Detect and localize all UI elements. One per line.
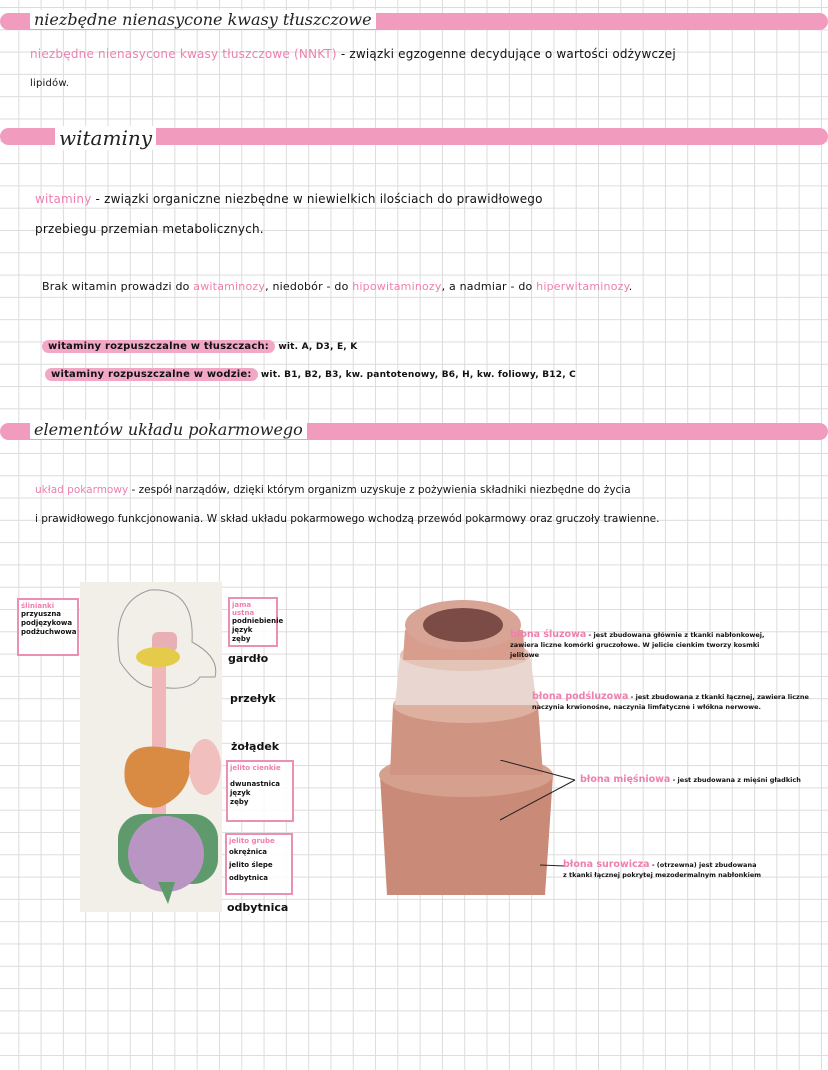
deficiency-line — [42, 280, 632, 293]
box-item: język — [230, 789, 251, 797]
term-hypovitaminosis: hipowitaminozy — [352, 280, 442, 293]
term-hypervitaminosis: hiperwitaminozy — [536, 280, 629, 293]
definition-text: - zespół narządów, dzięki którym organizm uzyskuje z pożywienia składniki niezbędne do życia — [128, 484, 631, 496]
label-przelyk: przełyk — [230, 692, 276, 705]
term: niezbędne nienasycone kwasy tłuszczowe (NNKT) — [30, 47, 337, 61]
box-title: ślinianki — [21, 602, 55, 610]
term-avitaminosis: awitaminozy — [193, 280, 266, 293]
water-soluble-value: wit. B1, B2, B3, kw. pantotenowy, B6, H, kw. foliowy, B12, C — [257, 370, 576, 380]
definition-cont: przebiegu przemian metabolicznych. — [35, 222, 264, 236]
layer-desc: - jest zbudowana z tkanki łącznej, zawiera liczne — [628, 693, 809, 701]
label-zoladek: żołądek — [231, 740, 280, 753]
box-item: zęby — [232, 635, 251, 643]
text: Brak witamin prowadzi do — [42, 280, 194, 293]
jelito-cienkie-box — [226, 760, 294, 822]
layer-desc: jelitowe — [510, 651, 540, 659]
slinianki-box — [17, 598, 79, 656]
definition-text: - związki egzogenne decydujące o wartości odżywczej — [336, 47, 676, 61]
layer-name: błona śluzowa — [510, 629, 587, 640]
layer-desc: - (otrzewna) jest zbudowana — [649, 861, 757, 869]
text: . — [628, 280, 633, 293]
box-title: jelito grube — [229, 837, 275, 845]
fat-soluble-line — [42, 338, 357, 352]
pointer-lines — [500, 760, 590, 870]
box-item: podjęzykowa — [21, 619, 73, 627]
box-item: język — [232, 626, 253, 634]
box-title: jama ustna — [232, 601, 255, 617]
digestive-illustration — [80, 582, 222, 912]
layer-muscularis — [580, 775, 824, 785]
section-heading: elementów układu pokarmowego — [30, 420, 307, 439]
label-odbytnica: odbytnica — [227, 901, 289, 914]
layer-desc: - jest zbudowana głównie z tkanki nabłonkowej, — [586, 631, 765, 639]
text: , niedobór - do — [265, 280, 353, 293]
fat-soluble-value: wit. A, D3, E, K — [274, 342, 358, 352]
definition-cont: i prawidłowego funkcjonowania. W skład układu pokarmowego wchodzą przewód pokarmowy oraz gruczoły trawienne. — [35, 513, 660, 525]
layer-mucosa — [510, 630, 810, 660]
label-gardlo: gardło — [228, 652, 269, 665]
layer-desc: z tkanki łącznej pokrytej mezodermalnym nabłonkiem — [563, 871, 762, 879]
layer-desc: zawiera liczne komórki gruczołowe. W jelicie cienkim tworzy kosmki — [510, 641, 760, 649]
jelito-grube-box — [225, 833, 293, 895]
box-item: jelito ślepe — [229, 861, 273, 869]
box-item: odbytnica — [229, 874, 268, 882]
fat-soluble-label: witaminy rozpuszczalne w tłuszczach: — [42, 340, 275, 353]
digestive-system-image — [80, 582, 222, 912]
definition-line — [30, 47, 676, 61]
box-item: zęby — [230, 798, 249, 806]
layer-name: błona mięśniowa — [580, 774, 671, 785]
box-item: przyuszna — [21, 610, 62, 618]
box-title: jelito cienkie — [230, 764, 281, 772]
definition-line — [35, 192, 543, 206]
water-soluble-line — [45, 366, 576, 380]
definition-line — [35, 484, 631, 496]
layer-submucosa — [532, 692, 824, 712]
jama-ustna-box — [228, 597, 284, 647]
layer-name: błona podśluzowa — [532, 691, 629, 702]
definition-text: - związki organiczne niezbędne w niewielkich ilościach do prawidłowego — [91, 192, 543, 206]
box-item: podniebienie — [232, 617, 284, 625]
definition-cont: lipidów. — [30, 78, 70, 89]
term: witaminy — [35, 192, 92, 206]
box-item: podżuchwowa — [21, 628, 77, 636]
section-heading: niezbędne nienasycone kwasy tłuszczowe — [30, 10, 376, 29]
layer-name: błona surowicza — [563, 859, 650, 870]
layer-serosa — [563, 860, 823, 880]
layer-desc: - jest zbudowana z mięśni gładkich — [670, 776, 801, 784]
text: , a nadmiar - do — [441, 280, 537, 293]
section-heading: witaminy — [55, 126, 156, 150]
term: układ pokarmowy — [35, 484, 129, 496]
box-item: okrężnica — [229, 848, 267, 856]
water-soluble-label: witaminy rozpuszczalne w wodzie: — [45, 368, 258, 381]
layer-desc: naczynia krwionośne, naczynia limfatyczne i włókna nerwowe. — [532, 703, 762, 711]
box-item: dwunastnica — [230, 780, 280, 788]
